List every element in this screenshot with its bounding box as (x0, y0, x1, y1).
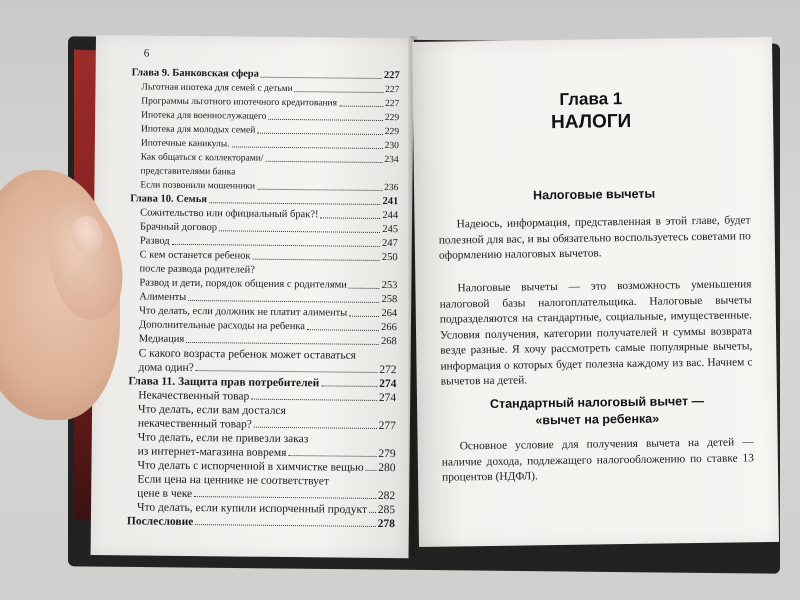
toc-entry (140, 207, 398, 222)
toc-entry-page: 278 (377, 517, 395, 531)
toc-entry-title: дома один? (138, 361, 194, 375)
toc-entry-page: 229 (384, 113, 400, 124)
toc-entry-page: 285 (377, 503, 396, 517)
toc-leader-dots (254, 427, 377, 429)
toc-entry-page: 236 (384, 183, 399, 194)
toc-entry-page: 227 (383, 70, 400, 82)
toc-leader-dots (268, 119, 382, 121)
toc-entry (138, 361, 396, 376)
toc-entry (140, 221, 398, 236)
toc-leader-dots (339, 106, 383, 107)
section-title-standard-deduction-line2: «вычет на ребенка» (535, 411, 660, 428)
toc-leader-dots (369, 512, 376, 513)
toc-entry-page: 247 (382, 238, 398, 250)
toc-entry (137, 473, 395, 488)
toc-entry (138, 445, 396, 460)
toc-entry (130, 193, 398, 208)
toc-entry-title: цене в чеке (137, 487, 193, 501)
toc-entry-title: Алименты (139, 291, 187, 303)
toc-entry (132, 67, 400, 82)
toc-entry-title: Ипотечные каникулы. (140, 138, 230, 150)
toc-entry-title: Что делать, если должник не платит алименты (139, 305, 348, 319)
toc-leader-dots (232, 146, 383, 149)
toc-leader-dots (252, 259, 379, 261)
toc-entry-title: Ипотека для молодых семей (140, 124, 256, 136)
toc-leader-dots (219, 230, 380, 233)
paragraph-standard-deduction: Основное условие для получения вычета на детей — наличие дохода, подлежащего налогообложению по ставке 13 процентов (НДФЛ). (441, 436, 754, 484)
toc-entry-page: 266 (381, 322, 398, 334)
toc-entry-title: Что делать, если купили испорченный продукт (136, 501, 368, 516)
toc-entry-title: Развод (139, 235, 170, 247)
toc-entry-page: 274 (378, 391, 397, 405)
toc-leader-dots (295, 91, 383, 93)
section-title-tax-deductions: Налоговые вычеты (533, 186, 656, 203)
toc-entry-title: Некачественный товар (138, 389, 250, 403)
section-title-standard-deduction-line1: Стандартный налоговый вычет — (489, 393, 705, 411)
toc-leader-dots (366, 470, 377, 471)
toc-entry (138, 403, 396, 418)
toc-entry (141, 81, 399, 96)
left-page (91, 35, 414, 558)
toc-entry-title: Сожительство или официальный брак?! (140, 207, 319, 221)
toc-entry-page: 229 (384, 127, 400, 138)
toc-entry-title: С какого возраста ребенок может оставаться (138, 347, 357, 362)
toc-entry-title: Развод и дети, порядок общения с родителями (139, 277, 347, 291)
toc-leader-dots (265, 161, 382, 163)
toc-entry (139, 305, 397, 320)
toc-entry-page: 227 (385, 85, 400, 96)
toc-entry-title: Программы льготного ипотечного кредитования (141, 96, 338, 109)
toc-entry (139, 347, 397, 362)
toc-leader-dots (288, 455, 376, 457)
toc-entry-title: Как общаться с коллекторами/ (140, 152, 264, 164)
toc-entry-title: С кем останется ребенок (139, 249, 251, 262)
toc-entry (140, 249, 398, 264)
chapter-label: Глава 1 (559, 89, 623, 109)
toc-entry (141, 109, 399, 124)
toc-entry-title: Что делать, если вам достался (138, 403, 286, 418)
toc-entry (137, 487, 395, 502)
toc-entry-title: Если цена на ценнике не соответствует (137, 473, 329, 488)
toc-entry (139, 319, 397, 334)
toc-entry-page: 274 (379, 377, 397, 391)
toc-entry-page: 253 (381, 280, 398, 292)
chapter-name: НАЛОГИ (550, 110, 632, 134)
toc-leader-dots (349, 316, 379, 317)
toc-entry (137, 459, 395, 474)
toc-entry-page: 245 (382, 224, 399, 236)
toc-entry-page: 230 (384, 141, 399, 152)
toc-entry (138, 431, 396, 446)
toc-entry (139, 263, 397, 278)
toc-entry-title: представителями банка (140, 166, 236, 178)
toc-leader-dots (188, 300, 379, 303)
page-number: 6 (143, 47, 150, 60)
toc-entry-title: Что делать, если не привезли заказ (137, 431, 309, 446)
toc-entry (140, 179, 398, 194)
toc-entry-page: 280 (378, 461, 396, 475)
toc-leader-dots (257, 189, 382, 191)
toc-leader-dots (307, 329, 379, 331)
toc-leader-dots (321, 385, 377, 387)
toc-leader-dots (261, 77, 382, 79)
toc-leader-dots (251, 399, 377, 401)
toc-entry-title: Льготная ипотека для семей с детьми (141, 82, 293, 95)
toc-leader-dots (195, 524, 375, 527)
toc-leader-dots (186, 342, 379, 345)
toc-entry-page: 250 (381, 252, 398, 264)
toc-entry-page: 234 (384, 155, 399, 166)
toc-entry-page: 268 (380, 336, 397, 348)
toc-entry (127, 515, 395, 530)
toc-entry (141, 151, 399, 166)
toc-entry-page: 241 (382, 196, 399, 208)
toc-entry (138, 417, 396, 432)
toc-entry-page: 227 (384, 99, 400, 110)
toc-entry-title: Послесловие (126, 515, 194, 529)
toc-entry-page: 244 (382, 210, 399, 222)
toc-entry-title: Глава 9. Банковская сфера (131, 67, 259, 80)
toc-entry (138, 389, 396, 404)
toc-entry (139, 291, 397, 306)
toc-entry-title: Дополнительные расходы на ребенка (138, 319, 306, 333)
toc-entry-title: Брачный договор (139, 221, 218, 234)
toc-entry-title: Медиация (138, 333, 185, 345)
toc-entry (141, 123, 399, 138)
paragraph-intro: Надеюсь, информация, представленная в этой главе, будет полезной для вас, и вы обязательно воспользуетесь советами по оформлению налоговых вычетов. (438, 214, 751, 262)
toc-entry-page: 264 (381, 308, 398, 320)
toc-entry-page: 272 (379, 363, 397, 377)
toc-entry (140, 235, 398, 250)
toc-leader-dots (172, 244, 380, 247)
toc-entry-title: Глава 10. Семья (130, 193, 208, 206)
toc-entry (141, 95, 399, 110)
toc-entry-page: 277 (378, 419, 396, 433)
table-of-contents (127, 67, 400, 532)
toc-entry-title: Если позвонили мошенники (140, 180, 256, 192)
toc-entry-page: 282 (377, 489, 396, 503)
toc-entry-title: некачественный товар? (137, 417, 253, 431)
toc-leader-dots (194, 496, 376, 499)
toc-entry-title: Ипотека для военнослужащего (141, 110, 267, 122)
toc-leader-dots (320, 217, 380, 219)
toc-leader-dots (209, 202, 381, 205)
toc-entry-page: 258 (381, 294, 398, 306)
toc-entry (139, 277, 397, 292)
toc-entry (141, 165, 399, 180)
toc-entry-title: после развода родителей? (139, 263, 256, 276)
toc-leader-dots (257, 133, 382, 135)
toc-entry-page: 279 (378, 447, 396, 461)
toc-entry (137, 501, 395, 516)
toc-entry-title: Глава 11. Защита прав потребителей (128, 375, 320, 390)
toc-entry (128, 375, 396, 390)
toc-entry-title: из интернет-магазина вовремя (137, 445, 287, 460)
paragraph-deductions: Налоговые вычеты — это возможность уменьшения налоговой базы налогоплательщика. Налоговые вычеты подразделяются на стандартные, социальные, имущественные. Условия получения, категории получателей и суммы возврата везде разные. Я хочу рассмотреть самые популярные вычеты, информация о которых будет полезна каждому из вас. Начнем с вычетов на детей. (439, 278, 753, 388)
toc-entry-title: Что делать с испорченной в химчистке вещью (137, 459, 364, 474)
toc-entry (141, 137, 399, 152)
right-page (412, 37, 779, 547)
toc-leader-dots (196, 370, 378, 373)
toc-leader-dots (349, 288, 380, 289)
toc-entry (139, 333, 397, 348)
